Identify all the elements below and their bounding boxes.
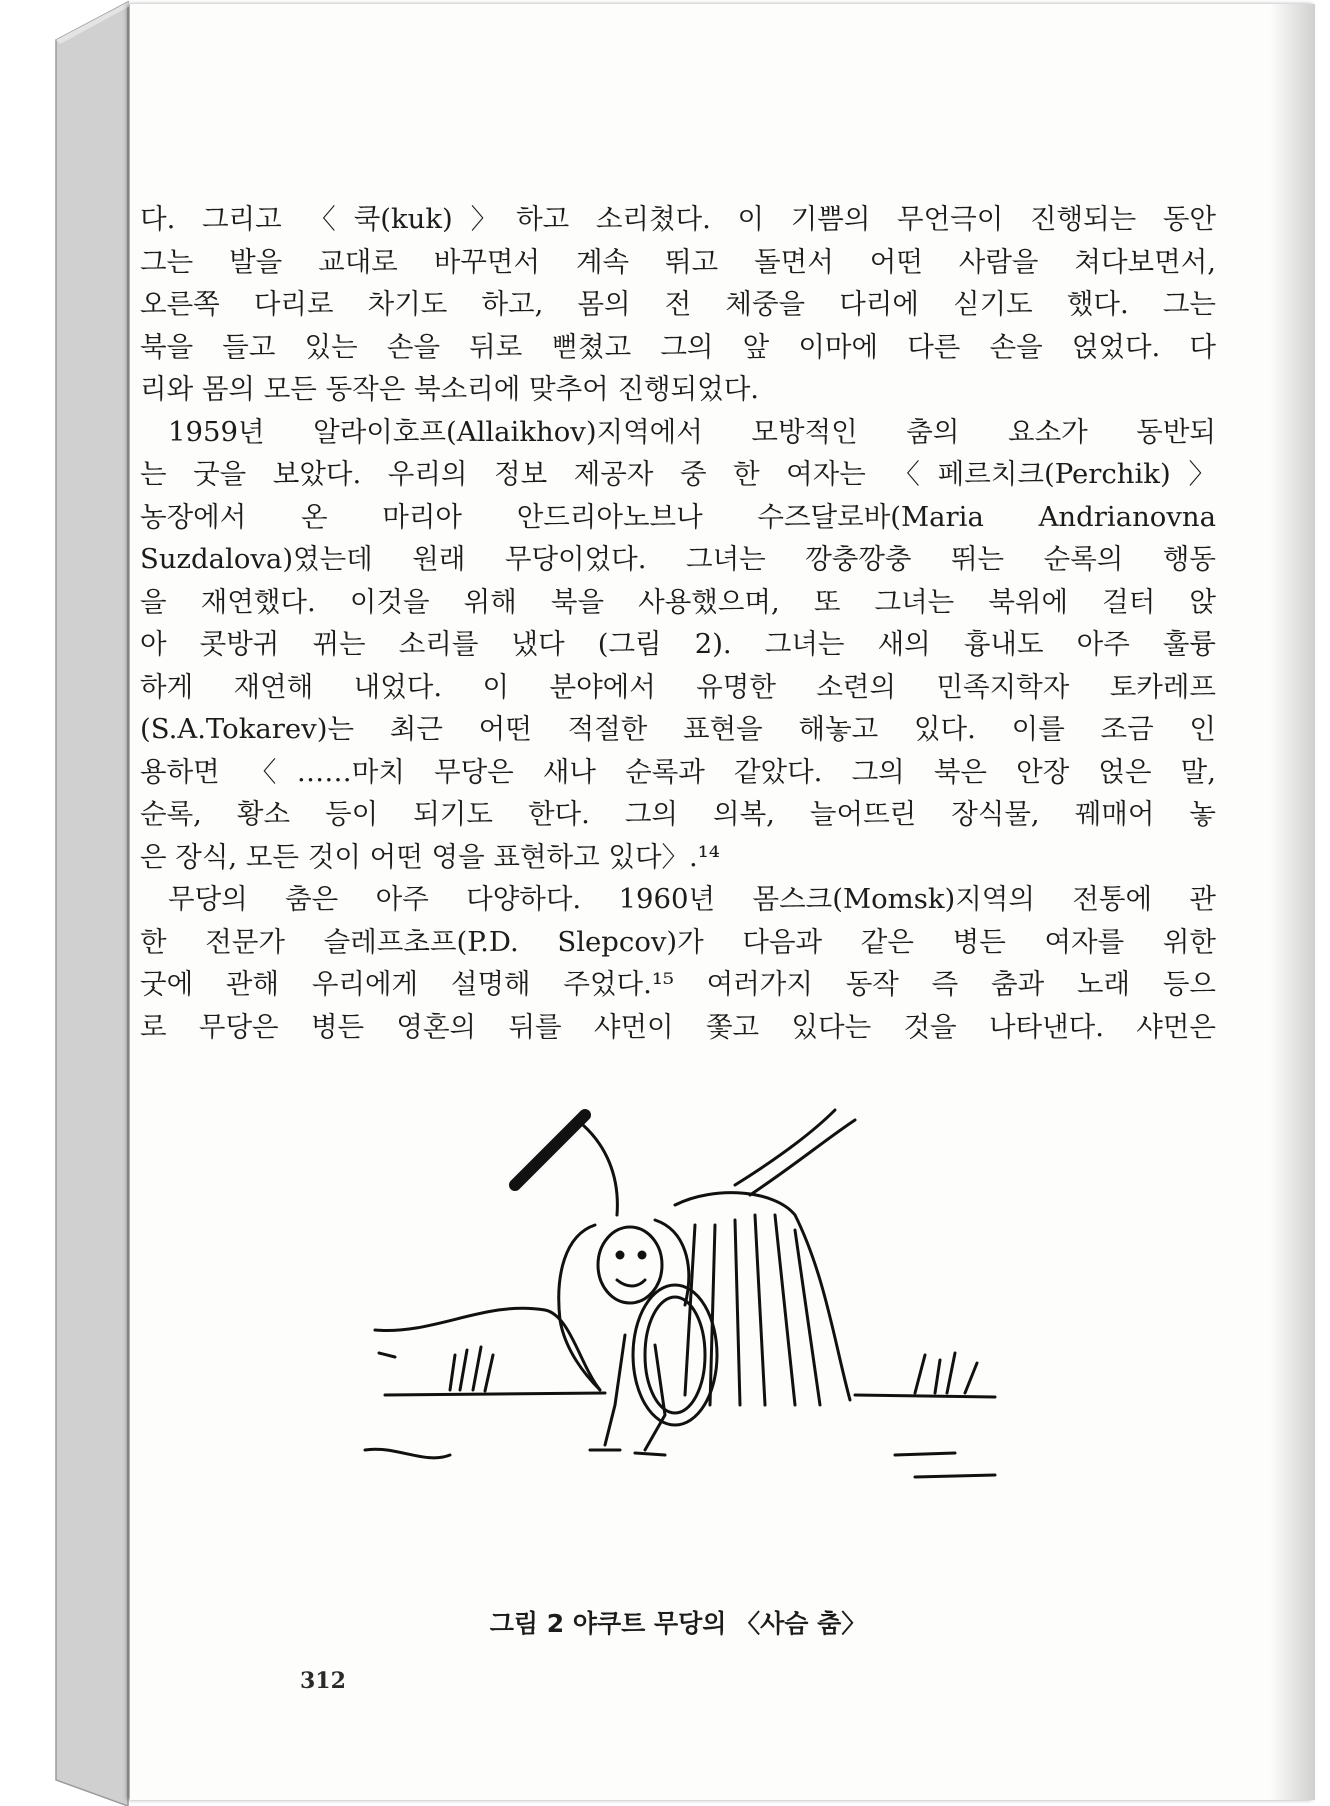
text-line: 용하면 〈……마치 무당은 새나 순록과 같았다. 그의 북은 안장 얹은 말, [140,755,1216,788]
text-line: 1959년 알라이호프(Allaikhov)지역에서 모방적인 춤의 요소가 동반되 [168,415,1216,448]
text-line: 을 재연했다. 이것을 위해 북을 사용했으며, 또 그녀는 북위에 걸터 앉 [140,585,1216,618]
text-line: 굿에 관해 우리에게 설명해 주었다.¹⁵ 여러가지 동작 즉 춤과 노래 등으 [140,968,1216,1000]
text-line: 그는 발을 교대로 바꾸면서 계속 뛰고 돌면서 어떤 사람을 쳐다보면서, [140,245,1216,278]
page-number: 312 [300,1668,346,1694]
page-edge-shade [1270,4,1315,1800]
text-line: 다. 그리고 〈쿡(kuk)〉하고 소리쳤다. 이 기쁨의 무언극이 진행되는 동안 [140,203,1216,235]
text-line: 농장에서 온 마리아 안드리아노브나 수즈달로바(Maria Andrianovna [140,500,1216,533]
text-line: 한 전문가 슬레프초프(P.D. Slepcov)가 다음과 같은 병든 여자를 위한 [140,925,1216,958]
text-line: 는 굿을 보았다. 우리의 정보 제공자 중 한 여자는 〈페르치크(Perchik)〉 [140,458,1216,490]
text-line: (S.A.Tokarev)는 최근 어떤 적절한 표현을 해놓고 있다. 이를 조금 인 [140,713,1216,745]
text-line: 로 무당은 병든 영혼의 뒤를 샤먼이 쫓고 있다는 것을 나타낸다. 샤먼은 [140,1010,1216,1043]
text-line: 무당의 춤은 아주 다양하다. 1960년 몸스크(Momsk)지역의 전통에 관 [168,883,1216,915]
text-line: 아 콧방귀 뀌는 소리를 냈다 (그림 2). 그녀는 새의 흉내도 아주 훌륭 [140,628,1216,660]
text-line: Suzdalova)였는데 원래 무당이었다. 그녀는 깡충깡충 뛰는 순록의 행동 [140,543,1216,575]
figure-caption: 그림 2 야쿠트 무당의 〈사슴 춤〉 [489,1609,867,1638]
text-line: 북을 들고 있는 손을 뒤로 뻗쳤고 그의 앞 이마에 다른 손을 얹었다. 다 [140,330,1216,363]
text-line: 리와 몸의 모든 동작은 북소리에 맞추어 진행되었다. [140,373,760,405]
shaman-dance-illustration [355,1105,1115,1605]
text-line: 은 장식, 모든 것이 어떤 영을 표현하고 있다〉.¹⁴ [140,840,720,873]
body-text [140,198,1216,1048]
text-line: 오른쪽 다리로 차기도 하고, 몸의 전 체중을 다리에 싣기도 했다. 그는 [140,288,1216,320]
text-line: 순록, 황소 등이 되기도 한다. 그의 의복, 늘어뜨린 장식물, 꿰매어 놓 [140,798,1216,830]
text-line: 하게 재연해 내었다. 이 분야에서 유명한 소련의 민족지학자 토카레프 [140,670,1216,703]
